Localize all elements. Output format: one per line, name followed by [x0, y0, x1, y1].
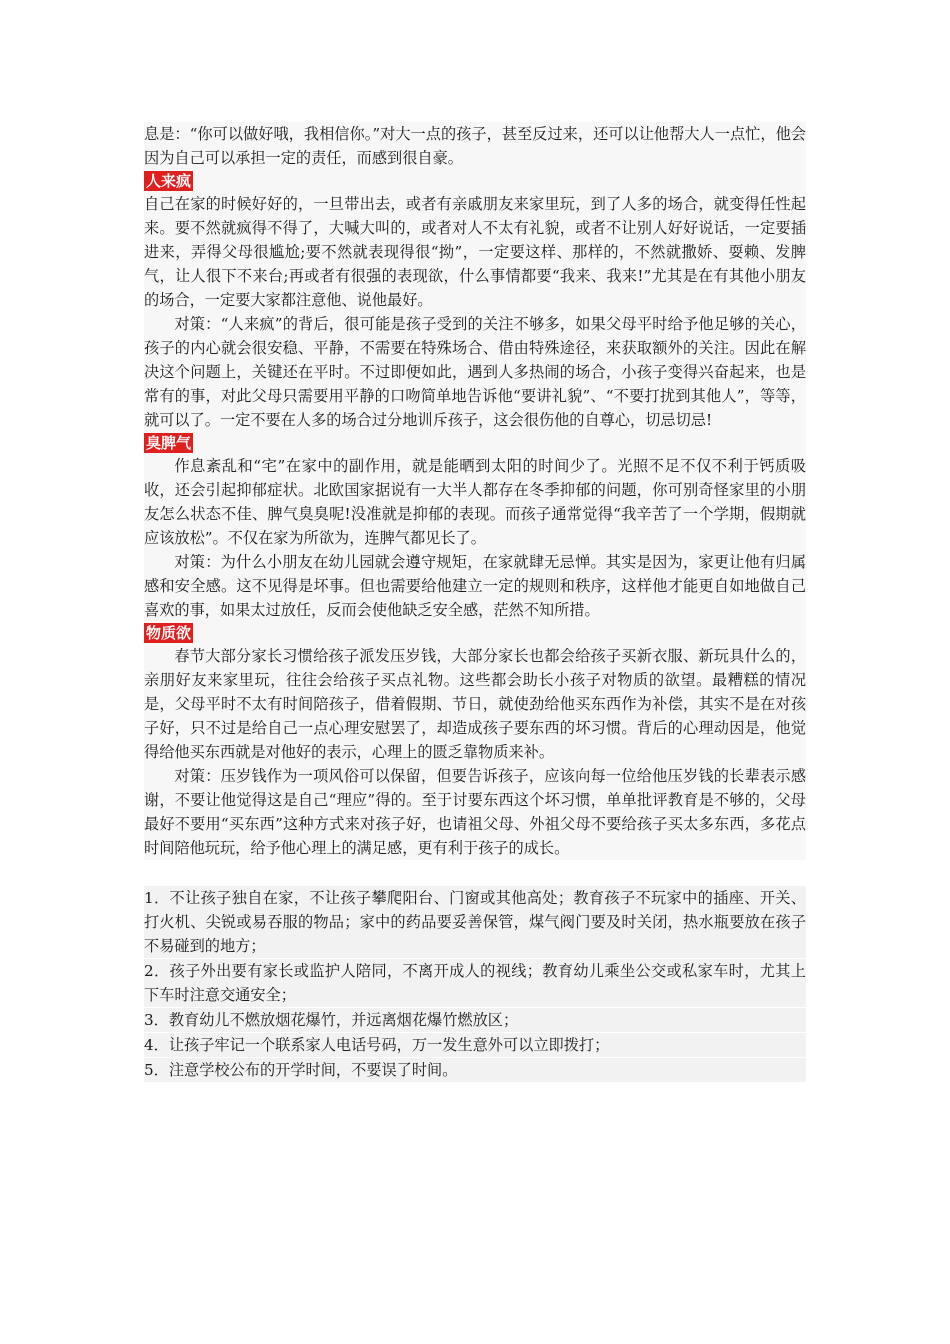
section-heading: 臭脾气 — [146, 434, 192, 452]
section-body: 春节大部分家长习惯给孩子派发压岁钱，大部分家长也都会给孩子买新衣服、新玩具什么的，亲朋好友来家里玩，往往会给孩子买点礼物。这些都会助长小孩子对物质的欲望。最糟糕的情况是，父母平时不太有时间陪孩子，借着假期、节日，就使劲给他买东西作为补偿，其实不是在对孩子好，只不过是给自己一点心理安慰罢了，却造成孩子要东西的坏习惯。背后的心理动因是，他觉得给他买东西就是对他好的表示，心理上的匮乏靠物质来补。 — [144, 647, 806, 761]
intro-paragraph: 息是：“你可以做好哦，我相信你。”对大一点的孩子，甚至反过来，还可以让他帮大人一点忙，他会因为自己可以承担一定的责任，而感到很自豪。 — [144, 125, 806, 167]
list-item: 4．让孩子牢记一个联系家人电话号码，万一发生意外可以立即拨打； — [144, 1033, 806, 1057]
section-strategy: 对策：“人来疯”的背后，很可能是孩子受到的关注不够多，如果父母平时给予他足够的关心，孩子的内心就会很安稳、平静，不需要在特殊场合、借由特殊途径，来获取额外的关注。因此在解决这个问题上，关键还在平时。不过即便如此，遇到人多热闹的场合，小孩子变得兴奋起来，也是常有的事，对此父母只需要用平静的口吻简单地告诉他“要讲礼貌”、“不要打扰到其他人”，等等，就可以了。一定不要在人多的场合过分地训斥孩子，这会很伤他的自尊心，切忌切忌! — [144, 315, 806, 429]
section-renlaifeng — [144, 170, 806, 432]
section-choupiqi — [144, 432, 806, 622]
section-heading: 物质欲 — [146, 624, 192, 642]
list-item: 1．不让孩子独自在家，不让孩子攀爬阳台、门窗或其他高处；教育孩子不玩家中的插座、开关、打火机、尖锐或易吞服的物品；家中的药品要妥善保管，煤气阀门要及时关闭，热水瓶要放在孩子不易碰到的地方； — [144, 886, 806, 958]
section-strategy: 对策：为什么小朋友在幼儿园就会遵守规矩，在家就肆无忌惮。其实是因为，家更让他有归属感和安全感。这不见得是坏事。但也需要给他建立一定的规则和秩序，这样他才能更自如地做自己喜欢的事，如果太过放任，反而会使他缺乏安全感，茫然不知所措。 — [144, 553, 806, 619]
section-strategy: 对策：压岁钱作为一项风俗可以保留，但要告诉孩子，应该向每一位给他压岁钱的长辈表示感谢，不要让他觉得这是自己“理应”得的。至于讨要东西这个坏习惯，单单批评教育是不够的，父母最好不要用“买东西”这种方式来对孩子好，也请祖父母、外祖父母不要给孩子买太多东西，多花点时间陪他玩玩，给予他心理上的满足感，更有利于孩子的成长。 — [144, 767, 806, 857]
spacer — [144, 860, 806, 886]
intro-block — [144, 122, 806, 170]
section-heading: 人来疯 — [146, 172, 192, 190]
section-wuzhiyu — [144, 622, 806, 860]
section-body: 自己在家的时候好好的，一旦带出去，或者有亲戚朋友来家里玩，到了人多的场合，就变得任性起来。要不然就疯得不得了，大喊大叫的，或者对人不太有礼貌，或者不让别人好好说话，一定要插进来，弄得父母很尴尬;要不然就表现得很“拗”，一定要这样、那样的，不然就撒娇、耍赖、发脾气，让人很下不来台;再或者有很强的表现欲，什么事情都要“我来、我来!”尤其是在有其他小朋友的场合，一定要大家都注意他、说他最好。 — [144, 195, 806, 309]
section-body: 作息紊乱和“宅”在家中的副作用，就是能晒到太阳的时间少了。光照不足不仅不利于钙质吸收，还会引起抑郁症状。北欧国家据说有一大半人都存在冬季抑郁的问题，你可别奇怪家里的小朋友怎么状态不佳、脾气臭臭呢!没准就是抑郁的表现。而孩子通常觉得“我辛苦了一个学期，假期就应该放松”。不仅在家为所欲为，连脾气都见长了。 — [144, 457, 806, 547]
list-item: 3．教育幼儿不燃放烟花爆竹，并远离烟花爆竹燃放区； — [144, 1008, 806, 1032]
list-item: 5．注意学校公布的开学时间，不要误了时间。 — [144, 1058, 806, 1082]
safety-list — [144, 886, 806, 1082]
document-page — [144, 122, 806, 1083]
list-item: 2．孩子外出要有家长或监护人陪同，不离开成人的视线；教育幼儿乘坐公交或私家车时，尤其上下车时注意交通安全； — [144, 959, 806, 1007]
